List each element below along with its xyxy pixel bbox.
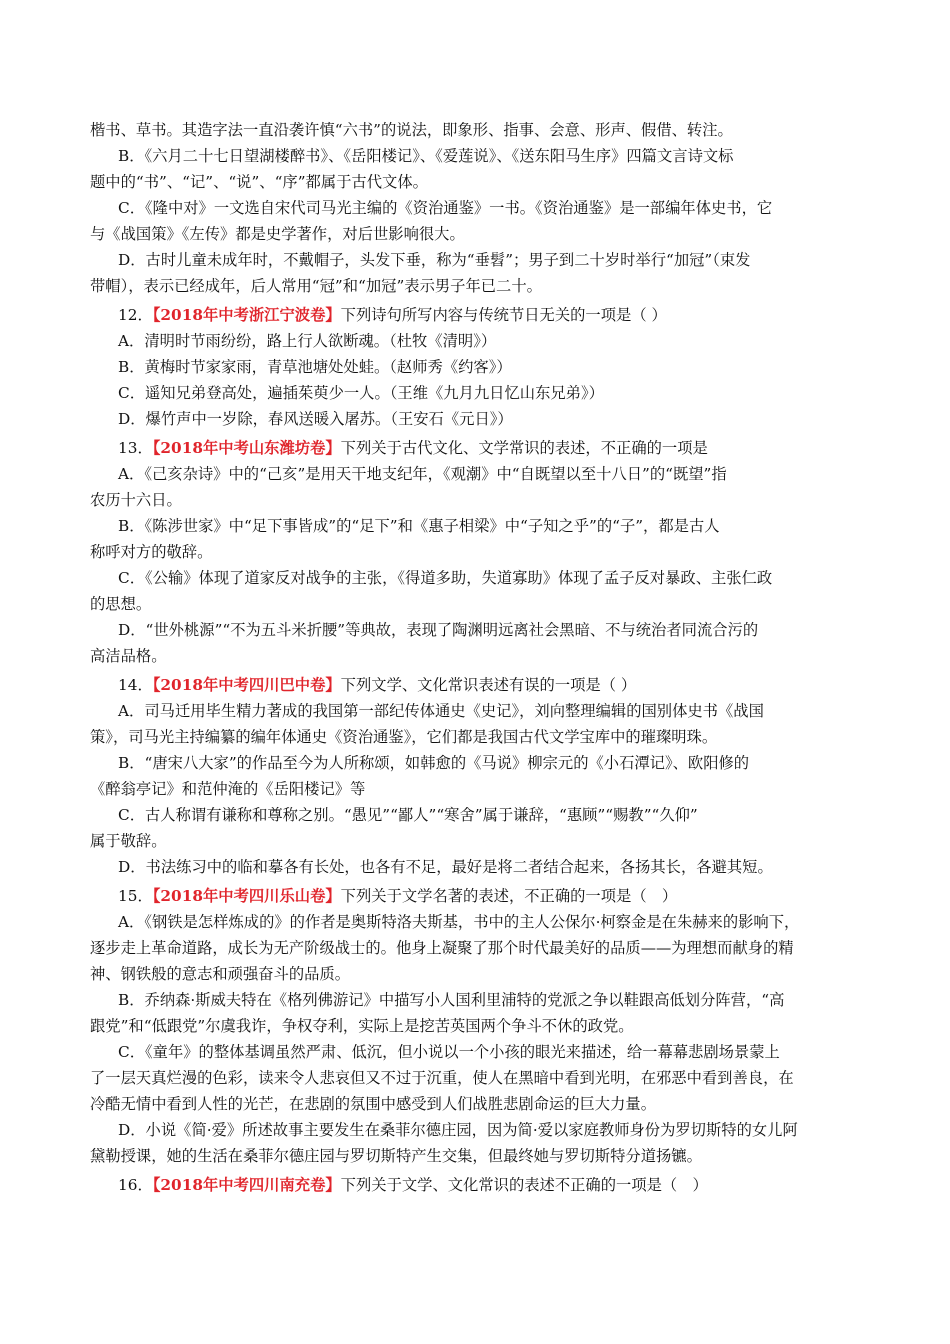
text-line	[90, 406, 870, 432]
text-line	[90, 828, 870, 854]
question-stem-line	[90, 883, 870, 909]
line-text: 逐步走上革命道路，成长为无产阶级战士的。他身上凝聚了那个时代最美好的品质——为理想而献身的精	[90, 939, 794, 957]
line-text: 了一层天真烂漫的色彩，读来令人悲哀但又不过于沉重，使人在黑暗中看到光明，在邪恶中看到善良，在	[90, 1069, 794, 1087]
line-text: C．古人称谓有谦称和尊称之别。“愚见”“鄙人”“寒舍”属于谦辞，“惠顾”“赐教”“久仰”	[118, 806, 698, 824]
line-text: C．《公输》体现了道家反对战争的主张，《得道多助，失道寡助》体现了孟子反对暴政、主张仁政	[118, 569, 773, 587]
line-text: 下列文学、文化常识表述有误的一项是（ ）	[340, 676, 637, 694]
line-text: 称呼对方的敬辞。	[90, 543, 213, 561]
text-line	[90, 1117, 870, 1143]
text-line	[90, 1013, 870, 1039]
text-line	[90, 1091, 870, 1117]
line-text: A．《己亥杂诗》中的“己亥”是用天干地支纪年，《观潮》中“自既望以至十八日”的“既望”指	[118, 465, 727, 483]
line-text: D．“世外桃源”“不为五斗米折腰”等典故，表现了陶渊明远离社会黑暗、不与统治者同流合污的	[118, 621, 759, 639]
line-text: A．司马迁用毕生精力著成的我国第一部纪传体通史《史记》，刘向整理编辑的国别体史书《战国	[118, 702, 764, 720]
line-text: A．清明时节雨纷纷，路上行人欲断魂。（杜牧《清明》）	[118, 332, 497, 350]
line-text: 神、钢铁般的意志和顽强奋斗的品质。	[90, 965, 351, 983]
text-line	[90, 1065, 870, 1091]
text-line	[90, 539, 870, 565]
text-line	[90, 195, 870, 221]
text-line	[90, 143, 870, 169]
question-number: 13．	[118, 439, 153, 457]
question-number: 16．	[118, 1176, 153, 1194]
line-text: 与《战国策》《左传》都是史学著作，对后世影响很大。	[90, 225, 465, 243]
line-text: 属于敬辞。	[90, 832, 167, 850]
text-line	[90, 380, 870, 406]
line-text: D．爆竹声中一岁除，春风送暖入屠苏。（王安石《元日》）	[118, 410, 513, 428]
line-text: D．书法练习中的临和摹各有长处，也各有不足，最好是将二者结合起来，各扬其长，各避其短。	[118, 858, 773, 876]
exam-source-label: 【2018年中考四川南充卷】	[152, 1176, 341, 1194]
line-text: B．《陈涉世家》中“足下事皆成”的“足下”和《惠子相梁》中“子知之乎”的“子”，都是古人	[118, 517, 720, 535]
line-text: 带帽），表示已经成年，后人常用“冠”和“加冠”表示男子年已二十。	[90, 277, 542, 295]
text-line	[90, 591, 870, 617]
line-text: 下列诗句所写内容与传统节日无关的一项是（ ）	[340, 306, 667, 324]
text-line	[90, 328, 870, 354]
text-line	[90, 169, 870, 195]
line-text: 下列关于文学名著的表述，不正确的一项是（ ）	[340, 887, 678, 905]
line-text: 下列关于文学、文化常识的表述不正确的一项是（ ）	[340, 1176, 708, 1194]
line-text: D．古时儿童未成年时，不戴帽子，头发下垂，称为“垂髫”；男子到二十岁时举行“加冠”（束发	[118, 251, 751, 269]
text-line	[90, 354, 870, 380]
text-line	[90, 1143, 870, 1169]
text-line	[90, 247, 870, 273]
text-line	[90, 802, 870, 828]
question-stem-line	[90, 1172, 870, 1198]
document-body	[90, 117, 870, 1198]
text-line	[90, 750, 870, 776]
question-number: 12．	[118, 306, 153, 324]
question-stem-line	[90, 435, 870, 461]
text-line	[90, 724, 870, 750]
text-line	[90, 565, 870, 591]
line-text: C．《童年》的整体基调虽然严肃、低沉，但小说以一个小孩的眼光来描述，给一幕幕悲剧场景蒙上	[118, 1043, 780, 1061]
text-line	[90, 221, 870, 247]
text-line	[90, 513, 870, 539]
line-text: 跟党”和“低跟党”尔虞我诈，争权夺利，实际上是挖苦英国两个争斗不休的政党。	[90, 1017, 634, 1035]
line-text: D．小说《简·爱》所述故事主要发生在桑菲尔德庄园，因为简·爱以家庭教师身份为罗切斯特的女儿阿	[118, 1121, 798, 1139]
text-line	[90, 854, 870, 880]
question-stem-line	[90, 302, 870, 328]
text-line	[90, 617, 870, 643]
line-text: A．《钢铁是怎样炼成的》的作者是奥斯特洛夫斯基，书中的主人公保尔·柯察金是在朱赫来的影响下，	[118, 913, 800, 931]
line-text: 高洁品格。	[90, 647, 167, 665]
text-line	[90, 643, 870, 669]
text-line	[90, 117, 870, 143]
question-number: 14．	[118, 676, 153, 694]
line-text: C．《隆中对》一文选自宋代司马光主编的《资治通鉴》一书。《资治通鉴》是一部编年体史书，它	[118, 199, 773, 217]
exam-source-label: 【2018年中考四川乐山卷】	[152, 887, 341, 905]
line-text: 《醉翁亭记》和范仲淹的《岳阳楼记》等	[90, 780, 366, 798]
line-text: B．《六月二十七日望湖楼醉书》、《岳阳楼记》、《爱莲说》、《送东阳马生序》四篇文言诗文标	[118, 147, 734, 165]
question-stem-line	[90, 672, 870, 698]
line-text: 题中的“书”、“记”、“说”、“序”都属于古代文体。	[90, 173, 428, 191]
text-line	[90, 909, 870, 935]
line-text: B．乔纳森·斯威夫特在《格列佛游记》中描写小人国利里浦特的党派之争以鞋跟高低划分阵营，“高	[118, 991, 785, 1009]
question-number: 15．	[118, 887, 153, 905]
text-line	[90, 776, 870, 802]
line-text: 策》，司马光主持编纂的编年体通史《资治通鉴》，它们都是我国古代文学宝库中的璀璨明珠。	[90, 728, 718, 746]
exam-source-label: 【2018年中考山东潍坊卷】	[152, 439, 341, 457]
line-text: B．“唐宋八大家”的作品至今为人所称颂，如韩愈的《马说》柳宗元的《小石潭记》、欧阳修的	[118, 754, 750, 772]
text-line	[90, 1039, 870, 1065]
exam-source-label: 【2018年中考浙江宁波卷】	[152, 306, 341, 324]
line-text: 楷书、草书。其造字法一直沿袭许慎“六书”的说法，即象形、指事、会意、形声、假借、转注。	[90, 121, 733, 139]
line-text: 下列关于古代文化、文学常识的表述，不正确的一项是	[340, 439, 708, 457]
line-text: C．遥知兄弟登高处，遍插茱萸少一人。（王维《九月九日忆山东兄弟》）	[118, 384, 604, 402]
text-line	[90, 461, 870, 487]
line-text: 的思想。	[90, 595, 152, 613]
text-line	[90, 273, 870, 299]
line-text: 冷酷无情中看到人性的光芒，在悲剧的氛围中感受到人们战胜悲剧命运的巨大力量。	[90, 1095, 656, 1113]
text-line	[90, 987, 870, 1013]
line-text: B．黄梅时节家家雨，青草池塘处处蛙。（赵师秀《约客》）	[118, 358, 512, 376]
line-text: 农历十六日。	[90, 491, 182, 509]
text-line	[90, 698, 870, 724]
text-line	[90, 935, 870, 961]
line-text: 黛勒授课，她的生活在桑菲尔德庄园与罗切斯特产生交集，但最终她与罗切斯特分道扬镳。	[90, 1147, 702, 1165]
text-line	[90, 487, 870, 513]
text-line	[90, 961, 870, 987]
exam-source-label: 【2018年中考四川巴中卷】	[152, 676, 341, 694]
